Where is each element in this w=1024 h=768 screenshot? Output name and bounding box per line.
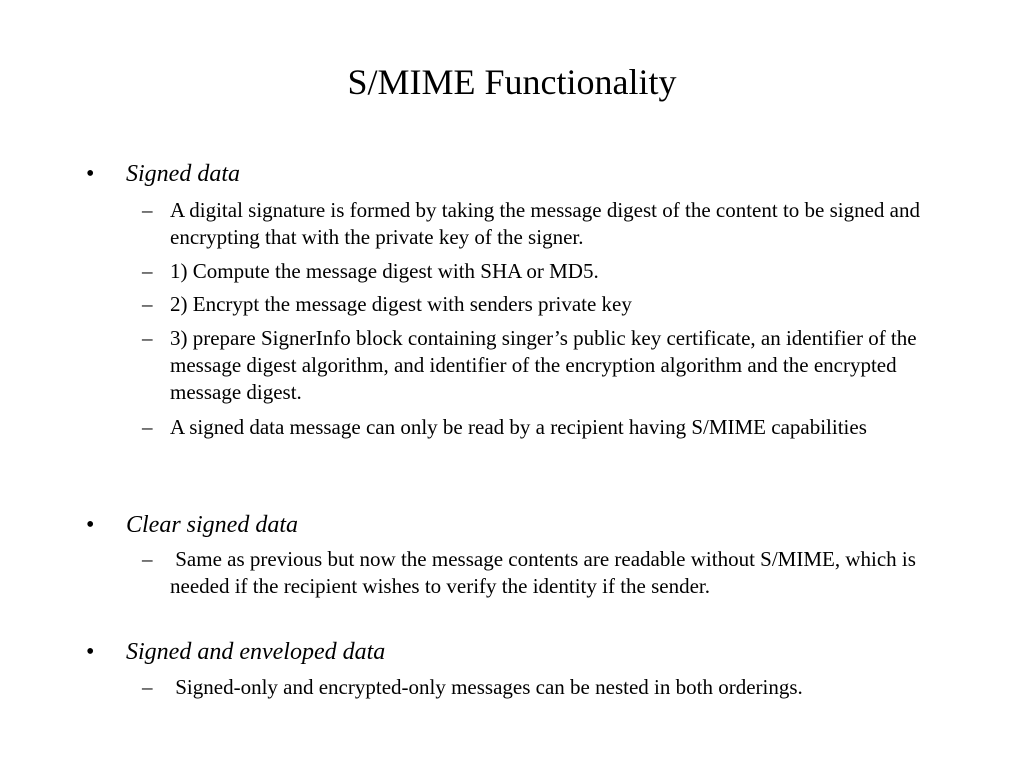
sub-dash: –: [142, 292, 153, 316]
bullet-dot: •: [86, 512, 95, 538]
slide-title: S/MIME Functionality: [347, 62, 677, 102]
sub-dash: –: [142, 259, 153, 283]
list-item: 3) prepare SignerInfo block containing singer’s public key certificate, an identifier of the message digest algorithm, and identifier of the encryption algorithm and the encrypted message digest.: [170, 326, 917, 404]
section-heading-signed-enveloped-data: Signed and enveloped data: [126, 639, 386, 665]
list-item: Same as previous but now the message contents are readable without S/MIME, which is needed if the recipient wishes to verify the identity if the sender.: [170, 547, 922, 598]
bullet-dot: •: [86, 161, 95, 187]
list-item: 2) Encrypt the message digest with senders private key: [170, 292, 632, 316]
sub-dash: –: [142, 198, 153, 222]
sub-dash: –: [142, 415, 153, 439]
list-item: 1) Compute the message digest with SHA or MD5.: [170, 259, 599, 283]
sub-dash: –: [142, 547, 153, 571]
sub-dash: –: [142, 326, 153, 350]
list-item: A digital signature is formed by taking the message digest of the content to be signed and encrypting that with the private key of the signer.: [170, 198, 921, 249]
list-item: Signed-only and encrypted-only messages can be nested in both orderings.: [170, 675, 803, 699]
sub-dash: –: [142, 675, 153, 699]
section-heading-clear-signed-data: Clear signed data: [126, 512, 298, 538]
section-heading-signed-data: Signed data: [126, 161, 240, 187]
list-item: A signed data message can only be read by a recipient having S/MIME capabilities: [170, 415, 867, 439]
bullet-dot: •: [86, 639, 95, 665]
